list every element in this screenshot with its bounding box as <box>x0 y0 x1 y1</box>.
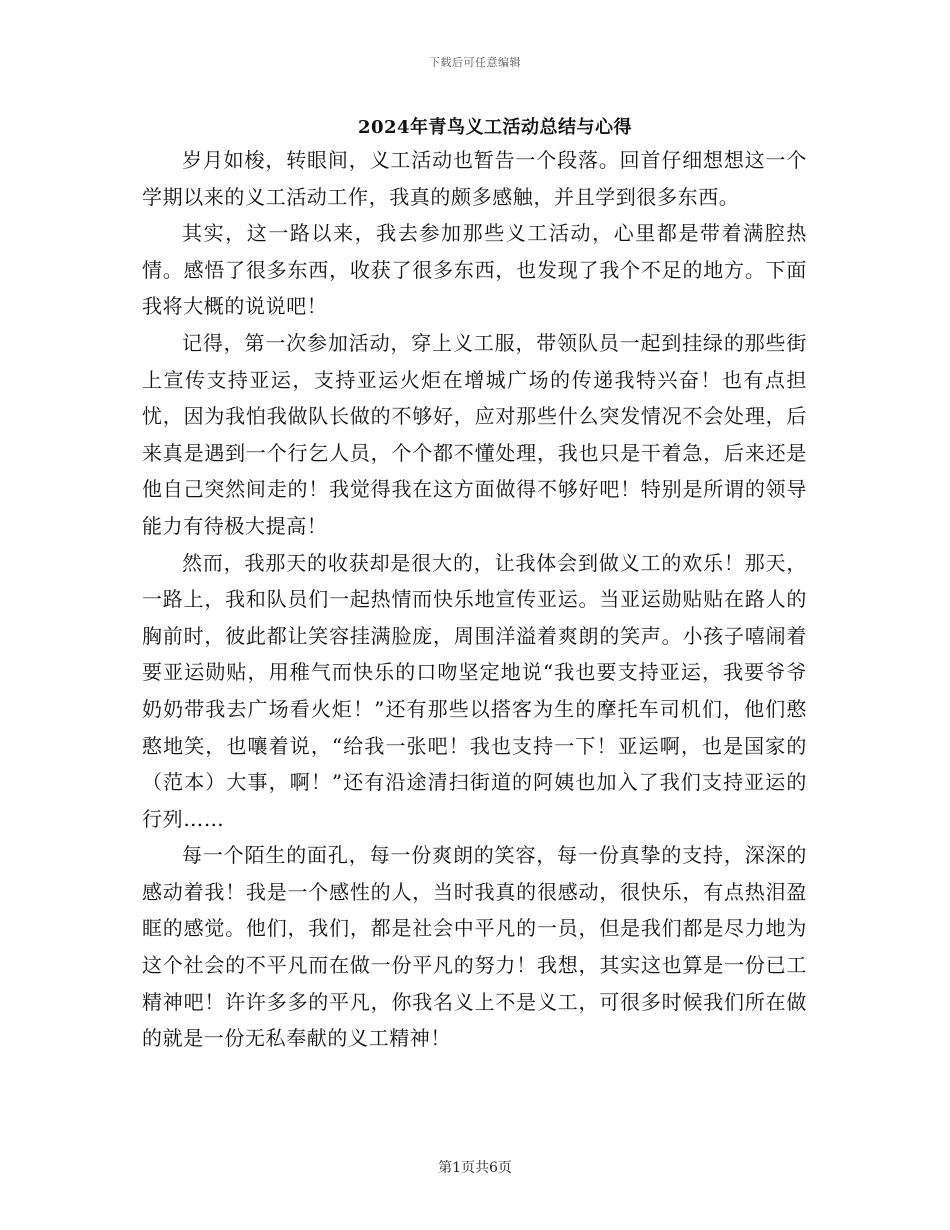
document-title: 2024年青鸟义工活动总结与心得 <box>357 117 633 138</box>
paragraph-1: 岁月如梭，转眼间，义工活动也暂告一个段落。回首仔细想想这一个学期以来的义工活动工作，我真的颇多感触，并且学到很多东西。 <box>142 148 807 209</box>
paragraph-4: 然而，我那天的收获却是很大的，让我体会到做义工的欢乐！那天，一路上，我和队员们一起热情而快乐地宣传亚运。当亚运勋贴贴在路人的胸前时，彼此都让笑容挂满脸庞，周围洋溢着爽朗的笑声。小孩子嘻闹着要亚运勋贴，用稚气而快乐的口吻坚定地说“我也要支持亚运，我要爷爷奶奶带我去广场看火炬！”还有那些以搭客为生的摩托车司机们，他们憨憨地笑，也嚷着说，“给我一张吧！我也支持一下！亚运啊，也是国家的（范本）大事，啊！”还有沿途清扫街道的阿姨也加入了我们支持亚运的行列…… <box>142 550 807 831</box>
header-note: 下载后可任意编辑 <box>429 56 521 69</box>
paragraph-5: 每一个陌生的面孔，每一份爽朗的笑容，每一份真挚的支持，深深的感动着我！我是一个感性的人，当时我真的很感动，很快乐，有点热泪盈眶的感觉。他们，我们，都是社会中平凡的一员，但是我们都是尽力地为这个社会的不平凡而在做一份平凡的努力！我想，其实这也算是一份已工精神吧！许许多多的平凡，你我名义上不是义工，可很多时候我们所在做的就是一份无私奉献的义工精神！ <box>142 843 807 1051</box>
page-number: 第1页共6页 <box>438 1160 512 1176</box>
paragraph-2: 其实，这一路以来，我去参加那些义工活动，心里都是带着满腔热情。感悟了很多东西，收获了很多东西，也发现了我个不足的地方。下面我将大概的说说吧！ <box>142 221 807 319</box>
document-body <box>142 142 807 1057</box>
paragraph-3: 记得，第一次参加活动，穿上义工服，带领队员一起到挂绿的那些街上宣传支持亚运，支持亚运火炬在增城广场的传递我特兴奋！也有点担忧，因为我怕我做队长做的不够好，应对那些什么突发情况不会处理，后来真是遇到一个行乞人员，个个都不懂处理，我也只是干着急，后来还是他自己突然间走的！我觉得我在这方面做得不够好吧！特别是所谓的领导能力有待极大提高！ <box>142 330 807 538</box>
